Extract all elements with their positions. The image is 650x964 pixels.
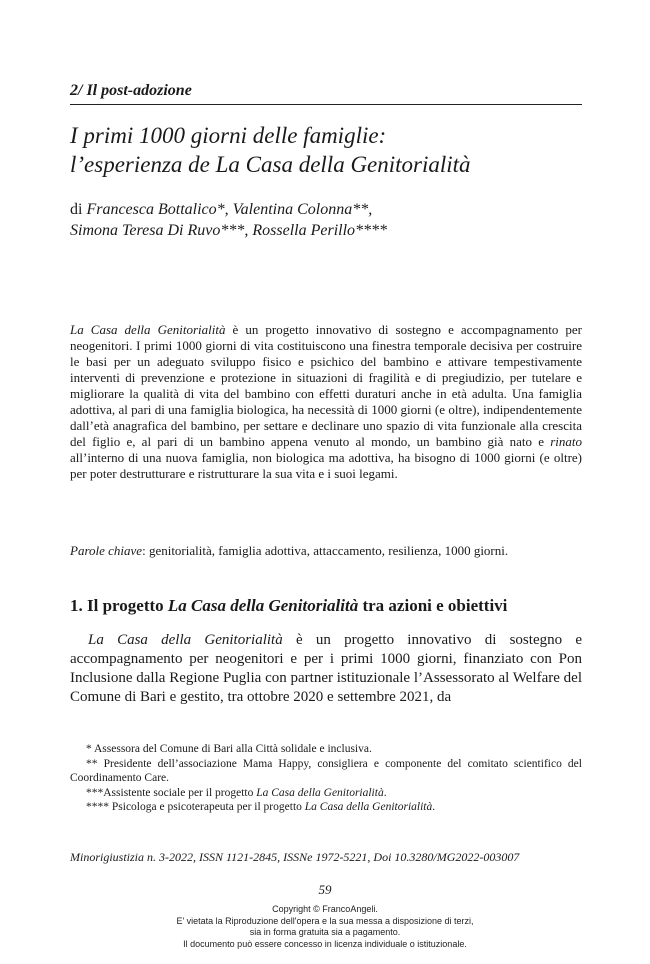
keywords-label: Parole chiave [70,543,143,558]
authors-names-1: Francesca Bottalico*, Valentina Colonna**, [86,201,373,218]
footnotes [70,742,582,815]
footnote-4-suffix: . [432,801,436,813]
title-line-2: l’esperienza de La Casa della Genitorialità [70,152,471,177]
journal-citation: Minorigiustizia n. 3-2022, ISSN 1121-2845, ISSNe 1972-5221, Doi 10.3280/MG2022-003007 [70,850,520,864]
copyright-line-3: sia in forma gratuita sia a pagamento. [249,927,401,937]
footnote-3-suffix: . [383,786,387,799]
footnote-3 [70,786,582,801]
footnote-1: * Assessora del Comune di Bari alla Città solidale e inclusiva. [86,743,372,755]
footnote-3-prefix: ***Assistente sociale per il progetto [86,786,254,799]
body-paragraph [70,631,582,707]
footnote-4 [70,800,582,815]
abstract-text-end: all’interno di una nuova famiglia, non biologica ma adottiva, ha bisogno di 1000 giorni (e oltre) per poter destrutturare e ristrutturare la sua vita e i suoi legami. [70,450,582,481]
authors-prefix: di [70,201,83,218]
authors [70,199,590,241]
abstract-lead: La Casa della Genitorialità [70,322,226,337]
body-text [70,631,582,707]
section-heading: 2/ Il post-adozione [70,82,192,99]
abstract-text: è un progetto innovativo di sostegno e accompagnamento per neogenitori. I primi 1000 giorni di vita costituiscono una finestra temporale decisiva per costruire le basi per un adeguato sviluppo fisico e psichico del bambino e attivare tempestivamente interventi di prevenzione e protezione in situazioni di fragilità e di pregiudizio, per tutelare e migliorare la qualità di vita del bambino con effetti duraturi anche in età adulta. Una famiglia adottiva, al pari di una famiglia biologica, ha necessità di 1000 giorni (e oltre), indipendentemente dall’età anagrafica del bambino, per settare e declinare uno spazio di vita funzionale alla crescita del figlio e, al pari di un bambino appena venuto al mondo, un bambino già nato e [70,322,583,449]
article-title [70,121,590,179]
heading-1-italic: La Casa della Genitorialità [167,596,359,615]
footnote-3-italic: La Casa della Genitorialità [256,786,384,799]
abstract-italic-word: rinato [550,434,583,449]
body-lead: La Casa della Genitorialità [88,632,283,648]
heading-1 [70,596,590,616]
footnote-4-italic: La Casa della Genitorialità [304,801,433,813]
body-paragraph-text: è un progetto innovativo di sostegno e accompagnamento per neogenitori e per i primi 1000 giorni, finanziato con Pon Inclusione dalla Regione Puglia con partner istituzionale l’Assessorato al Welfare del Comune di Bari e gestito, tra ottobre 2020 e settembre 2021, da [70,632,582,705]
heading-1-prefix: 1. Il progetto [70,596,164,615]
keywords [70,543,590,559]
title-line-1: I primi 1000 giorni delle famiglie: [70,123,387,148]
copyright-line-1: Copyright © FrancoAngeli. [272,904,378,914]
page-number: 59 [318,882,332,897]
keywords-text: : genitorialità, famiglia adottiva, attaccamento, resilienza, 1000 giorni. [142,543,509,558]
copyright-notice [0,904,650,950]
copyright-line-2: E' vietata la Riproduzione dell'opera e la sua messa a disposizione di terzi, [176,915,474,926]
abstract [70,322,582,482]
heading-1-suffix: tra azioni e obiettivi [362,596,508,615]
authors-line-1 [70,199,590,220]
authors-line-2: Simona Teresa Di Ruvo***, Rossella Perillo**** [70,222,388,239]
section-rule [70,104,582,105]
footnote-2: ** Presidente dell’associazione Mama Happy, consigliera e componente del comitato scientifico del Coordinamento Care. [70,757,582,784]
copyright-line-4: Il documento può essere concesso in licenza individuale o istituzionale. [183,938,467,949]
footnote-4-prefix: **** Psicologa e psicoterapeuta per il progetto [86,801,302,813]
